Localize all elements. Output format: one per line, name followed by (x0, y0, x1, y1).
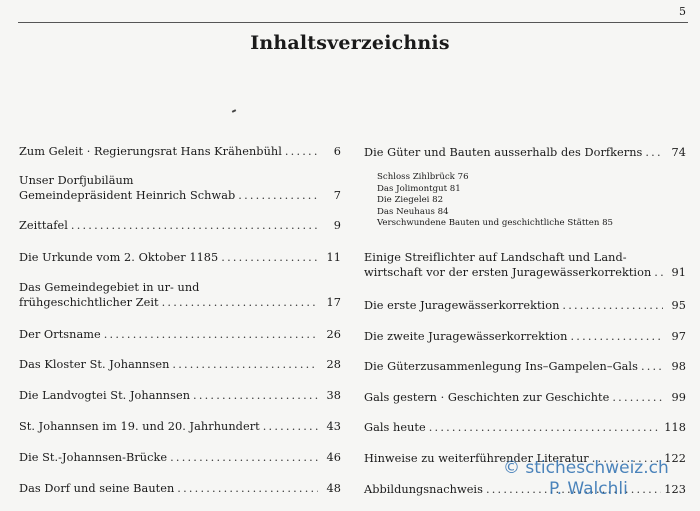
toc-entry-title: Gals gestern · Geschichten zur Geschichte (364, 391, 610, 404)
toc-entry-page: 97 (671, 330, 686, 343)
toc-entry (19, 218, 341, 233)
toc-entry-page: 118 (664, 421, 686, 434)
toc-entry-page: 123 (664, 483, 686, 496)
toc-entry (364, 250, 686, 280)
toc-entry-title: Die Landvogtei St. Johannsen (19, 389, 191, 402)
toc-entry-title: Gemeindepräsident Heinrich Schwab (19, 189, 236, 202)
watermark-line-1: © sticheschweiz.ch (503, 458, 669, 478)
toc-entry-page: 98 (671, 360, 686, 373)
dot-leader (612, 390, 663, 405)
dot-leader (654, 265, 663, 280)
toc-entry-page: 95 (671, 299, 686, 312)
dot-leader (172, 357, 318, 372)
toc-entry (19, 280, 341, 310)
dot-leader (429, 420, 662, 435)
toc-entry (19, 450, 341, 465)
toc-entry-page: 9 (333, 219, 341, 232)
toc-entry-page: 48 (326, 482, 341, 495)
toc-entry-title: Das Gemeindegebiet in ur- und (19, 281, 200, 294)
toc-entry-page: 38 (326, 389, 341, 402)
toc-entry-page: 99 (671, 391, 686, 404)
page-number: 5 (679, 5, 686, 18)
watermark-line-2: P. Walchli (549, 479, 628, 499)
toc-subentry: Verschwundene Bauten und geschichtliche Stätten 85 (377, 218, 614, 228)
toc-entry (19, 357, 341, 372)
dot-leader (570, 329, 663, 344)
toc-entry (364, 390, 686, 405)
toc-entry-page: 74 (671, 146, 686, 159)
dot-leader (562, 298, 663, 313)
toc-entry-page: 11 (326, 251, 341, 264)
toc-entry-title: Zeittafel (19, 219, 68, 232)
toc-entry-title: wirtschaft vor der ersten Juragewässerkorrektion (364, 266, 652, 279)
dot-leader (170, 450, 318, 465)
toc-entry-page: 17 (326, 296, 341, 309)
toc-entry-page: 122 (664, 452, 686, 465)
toc-entry-title: Das Kloster St. Johannsen (19, 358, 170, 371)
toc-entry (19, 327, 341, 342)
dot-leader (71, 218, 318, 233)
dot-leader (285, 144, 318, 159)
toc-entry-title: Die Güterzusammenlegung Ins–Gampelen–Gals (364, 360, 638, 373)
toc-entry (364, 329, 686, 344)
toc-entry (19, 388, 341, 403)
dot-leader (193, 388, 318, 403)
toc-entry (364, 298, 686, 313)
dot-leader (263, 419, 318, 434)
dot-leader (221, 250, 318, 265)
toc-subentry: Schloss Zihlbrück 76 (377, 172, 469, 182)
toc-entry-title: Die erste Juragewässerkorrektion (364, 299, 560, 312)
toc-entry (364, 420, 686, 435)
toc-entry-title: Einige Streiflichter auf Landschaft und Land- (364, 251, 627, 264)
toc-entry-title: Zum Geleit · Regierungsrat Hans Krähenbühl (19, 145, 282, 158)
header-rule (18, 22, 688, 23)
toc-entry-title: frühgeschichtlicher Zeit (19, 296, 159, 309)
toc-entry (364, 145, 686, 160)
toc-entry (19, 419, 341, 434)
toc-subentry: Das Jolimontgut 81 (377, 183, 461, 194)
toc-entry (364, 482, 686, 497)
dot-leader (162, 295, 318, 310)
toc-entry-page: 26 (326, 328, 341, 341)
print-speck (232, 109, 236, 113)
toc-entry-title: Die Urkunde vom 2. Oktober 1185 (19, 251, 219, 264)
toc-entry (19, 481, 341, 496)
toc-entry-title: Das Dorf und seine Bauten (19, 482, 175, 495)
dot-leader (645, 145, 663, 160)
toc-entry (19, 173, 341, 203)
toc-entry-title: Unser Dorfjubiläum (19, 174, 134, 187)
toc-entry-title: Die Güter und Bauten ausserhalb des Dorfkerns (364, 146, 643, 159)
page-title: Inhaltsverzeichnis (250, 32, 450, 54)
dot-leader (238, 188, 318, 203)
dot-leader (177, 481, 318, 496)
toc-entry-page: 7 (333, 189, 341, 202)
toc-entry-title: Abbildungsnachweis (364, 483, 483, 496)
toc-entry-title: St. Johannsen im 19. und 20. Jahrhundert (19, 420, 260, 433)
toc-entry (19, 250, 341, 265)
toc-subentry: Das Neuhaus 84 (377, 206, 449, 217)
toc-entry-page: 6 (333, 145, 341, 158)
toc-entry-page: 91 (671, 266, 686, 279)
toc-entry-title: Die zweite Juragewässerkorrektion (364, 330, 568, 343)
dot-leader (104, 327, 318, 342)
toc-entry (364, 359, 686, 374)
dot-leader (641, 359, 663, 374)
toc-entry-page: 28 (326, 358, 341, 371)
toc-entry-page: 43 (326, 420, 341, 433)
toc-entry-title: Hinweise zu weiterführender Literatur (364, 452, 589, 465)
toc-subentry: Die Ziegelei 82 (377, 195, 444, 205)
toc-entry (19, 144, 341, 159)
toc-entry-title: Die St.-Johannsen-Brücke (19, 451, 168, 464)
toc-entry-title: Der Ortsname (19, 328, 101, 341)
toc-entry-title: Gals heute (364, 421, 426, 434)
toc-entry-page: 46 (326, 451, 341, 464)
